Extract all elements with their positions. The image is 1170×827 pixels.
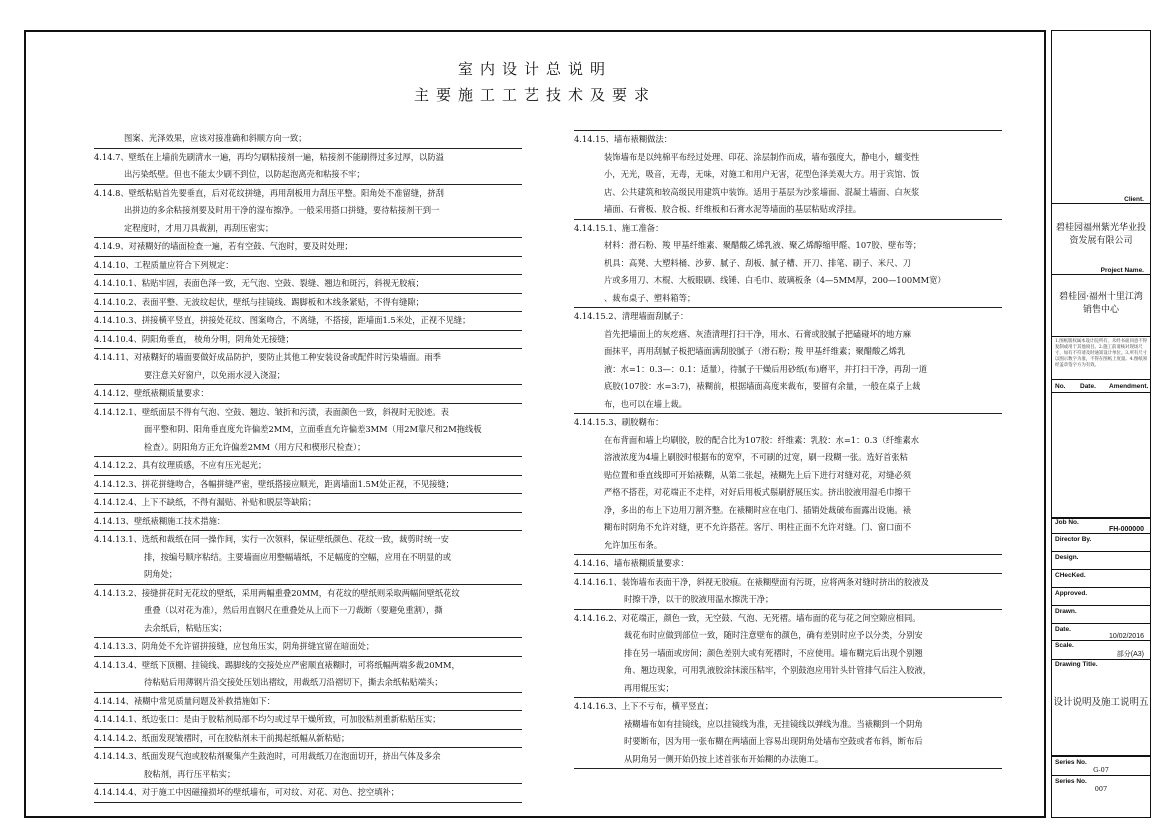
spec-line: 去余纸后，粘贴压实；: [144, 622, 227, 633]
series-section: [1052, 755, 1150, 794]
amendment-header: [1052, 379, 1150, 393]
spec-line: 4.14.12.4、上下不缺纸，不得有漏贴、补贴和脱层等缺陷；: [94, 493, 522, 512]
spec-line: 4.14.14.1、纸边张口：是由于胶粘剂局部不均匀或过早干燥所致，可加胶粘剂重新粘贴压实；: [94, 710, 522, 729]
spec-line: 机具：高凳、大塑料桶、沙萝、腻子、刮板、腻子槽、开刀、排笔、刷子、米尺、刀: [604, 257, 911, 268]
spec-line: 4.14.13.1、选纸和裁纸在同一操作间，实行一次领料，保证壁纸颜色、花纹一致，裁剪时统一安: [94, 530, 522, 549]
spec-line: 净，多出的布上下边用刀割齐整。在裱糊时应在电门、插销处裁破布面露出设施。裱: [604, 504, 911, 515]
spec-line: 4.14.11、对裱糊好的墙面要做好成品防护，要防止其他工种安装设备或配件时污染墙面。雨季: [94, 348, 522, 367]
client-label: Client.: [1124, 196, 1144, 203]
project-section: [1052, 267, 1150, 317]
spec-line: 裁花布时应做到部位一致，随时注意壁布的颜色，确有差别时应予以分类，分别安: [624, 630, 923, 640]
spec-line: 糊布时阴角不允许对缝，更不允许搭茬。客厅、明柱正面不允许对缝。门、窗口面不: [604, 522, 911, 532]
spec-line: 排，按编号顺序粘结。主要墙面应用整幅墙纸，不足幅度的空幅，应用在不明显的或: [144, 551, 451, 562]
spec-line: 4.14.12.1、壁纸面层不得有气泡、空鼓、翘边、皱折和污渍，表面颜色一致，斜视时无胶迹。表: [94, 403, 522, 422]
spec-line: 墙面、石膏板、胶合板、纤维板和石膏水泥等墙面的基层粘贴或浮挂。: [604, 204, 862, 214]
drawing-notes: 1.图纸版权属本设计院所有，未经书面同意不得复制或用于其他项目。2.施工前请核对现场尺寸，如有不符请及时通知设计单位。3.所有尺寸以图示数字为准，不得在图纸上度量。4.图纸须经盖章签字方为有效。: [1055, 339, 1148, 368]
spec-line: 4.14.16、墙布裱糊质量要求：: [574, 554, 1002, 573]
spec-line: 4.14.10.1、粘贴牢固，表面色泽一致，无气泡、空鼓、裂缝、翘边和斑污，斜视无胶痕；: [94, 274, 522, 293]
spec-line: 液：水=1：0.3—：0.1：适量），待腻子干燥后用砂纸(布)磨平，并打扫干净，再刮一道: [604, 363, 928, 374]
spec-line: 待粘贴后用薄钢片沿交接处压划出褶纹，用裁纸刀沿褶切下，撕去余纸粘贴端头；: [144, 677, 443, 687]
spec-line: 4.14.13、壁纸裱糊施工技术措施：: [94, 512, 522, 531]
approved-label: Approved.: [1055, 590, 1088, 597]
spec-line: 店、公共建筑和较高级民用建筑中装饰。适用于基层为沙浆墙面、混凝土墙面、白灰浆: [604, 186, 920, 197]
series-value: G-07: [1093, 766, 1109, 774]
job-number: FH-000000: [1108, 526, 1144, 533]
spec-line: 时要断布，因为用一张布糊在两墙面上容易出现阴角处墙布空鼓或者布斜，断布后: [624, 736, 923, 746]
spec-line: 贴位置和垂直线即可开始裱糊，从第二张起，裱糊先上后下进行对缝对花，对缝必须: [604, 469, 911, 480]
spec-line: 4.14.13.4、壁纸下顶棚、挂镜线、踢脚线的交接处应严密顺直裱糊时，可将纸幅两端多裁20MM，: [94, 656, 522, 675]
checked-label: CHecKed.: [1055, 572, 1086, 579]
spec-line: 出拼边的多余粘接剂要及时用干净的湿布擦净。一般采用搭口拼缝，要待粘接剂干到一: [124, 205, 440, 215]
amendment-label: Amendment.: [1109, 382, 1149, 390]
series-label-2: Series No.: [1055, 778, 1087, 785]
column-end-rule: [94, 802, 522, 804]
client-name: 碧桂园福州紫光华业投资发展有限公司: [1056, 223, 1147, 246]
spec-line: 4.14.15、墙布裱糊做法：: [574, 130, 1002, 149]
spec-line: 底胶(107胶：水=3:7)，裱糊前，根据墙面高度来裁布，要留有余量，一般在桌子上裁: [604, 381, 921, 391]
spec-line: 4.14.12、壁纸裱糊质量要求：: [94, 384, 522, 403]
spec-line: 、裁布桌子、塑料箱等；: [604, 292, 696, 303]
spec-line: 在布背面和墙上均刷胶，胶的配合比为107胶：纤维素：乳胶：水=1：0.3（纤维素水: [604, 434, 920, 445]
spec-line: 4.14.14.2、纸面发现皱褶时，可在胶粘剂未干前揭起纸幅从新粘贴；: [94, 729, 522, 748]
spec-line: 4.14.13.2、接缝拼花时无花纹的壁纸，采用两幅重叠20MM，有花纹的壁纸则采取两幅间壁纸花纹: [94, 584, 522, 603]
spec-line: 4.14.10、工程质量应符合下列规定：: [94, 256, 522, 275]
design-label: Design.: [1055, 554, 1079, 561]
spec-line: 面平整和阴、阳角垂直度允许偏差2MM，立面垂直允许偏差3MM（用2M靠尺和2M拖线板: [144, 424, 482, 434]
spec-line: 严格不搭茬，对花端正不走样，对好后用板式鬃刷舒展压实。挤出胶液用湿毛巾擦干: [604, 487, 911, 497]
drawing-title-label: Drawing Title.: [1055, 661, 1098, 668]
spec-line: 4.14.10.4、阴阳角垂直， 棱角分明，阴角处无接缝；: [94, 330, 522, 349]
spec-line: 首先把墙面上的灰疙瘩、灰渣清理打扫干净，用水、石膏或胶腻子把磕碰坏的地方麻: [604, 328, 911, 339]
spec-line: 溶液浓度为4墙上刷胶时根据布的宽窄，不可刷的过宽，刷一段糊一张。选好首张粘: [604, 452, 908, 462]
spec-line: 4.14.7、壁纸在上墙前先刷清水一遍，再均匀刷粘接剂一遍，粘接剂不能刷得过多过厚，以防溢: [94, 148, 522, 167]
date-value: 10/02/2016: [1108, 633, 1144, 640]
spec-line: 4.14.16.2、对花端正，颜色一致，无空鼓、气泡、无死褶。墙布面的花与花之间空隙应相同。: [574, 609, 1002, 628]
job-label: Job No.: [1055, 519, 1079, 526]
spec-line: 定程度时，才用刀具裁割，再刮压密实；: [124, 222, 274, 233]
spec-line: 4.14.15.1、施工准备：: [574, 219, 1002, 238]
right-column: [574, 130, 1002, 770]
spec-line: 4.14.8、壁纸粘贴首先要垂直，后对花纹拼缝，再用刮板用力刮压平整。阳角处不准留缝，挤刮: [94, 184, 522, 203]
series-label: Series No.: [1055, 759, 1087, 766]
spec-line: 允许加压布条。: [604, 539, 663, 550]
spec-line: 再用辊压实；: [624, 682, 674, 693]
spec-line: 片或多用刀、木棍、大板眼刷、线锤、白毛巾、玻璃板条（4—5MM厚，200—100MM宽）: [604, 275, 946, 285]
spec-line: 角、翘边现象，可用乳液胶涂抹滚压粘牢，个别鼓泡应用针头针管排气后注入胶液，: [624, 665, 931, 675]
spec-line: 检查）。阴阳角方正允许偏差2MM（用方尺和楔形尺检查）；: [144, 441, 366, 452]
spec-line: 材料：滑石粉、羧 甲基纤维素、聚醋酸乙烯乳液、聚乙烯醇缩甲醛、107胶、壁布等；: [604, 240, 922, 250]
spec-line: 4.14.10.2、表面平整、无波纹起伏，壁纸与挂镜线、踢脚板和木线条紧贴，不得有缝隙；: [94, 293, 522, 312]
notes-section: [1052, 336, 1150, 371]
spec-line: 4.14.15.3、刷胶糊布：: [574, 413, 1002, 432]
spec-line: 阴角处；: [144, 569, 178, 579]
date-col-label: Date.: [1080, 382, 1096, 390]
spec-line: 布，也可以在墙上裁。: [604, 398, 687, 409]
client-section: [1052, 196, 1150, 248]
title-block: [1051, 30, 1151, 818]
spec-line: 排在另一墙面或房间；颜色差别大或有死褶时，不应使用。墙布糊完后出现个别翘: [624, 647, 923, 658]
drawing-title: 设计说明及施工说明五: [1053, 697, 1149, 708]
spec-line: 4.14.12.3、拼花拼缝吻合，各幅拼缝严密，壁纸搭接应顺光，距离墙面1.5M处正视，不见接缝；: [94, 475, 522, 494]
spec-line: 4.14.13.3、阴角处不允许留拼接缝，应包角压实，阴角拼缝宜留在暗面处；: [94, 637, 522, 656]
spec-line: 4.14.16.3、上下不亏布，横平竖直；: [574, 697, 1002, 716]
spec-line: 装饰墙布是以纯棉平布经过处理、印花、涂层制作而成，墙布强度大，静电小，蠕变性: [604, 151, 920, 162]
spec-line: 4.14.14、裱糊中常见质量问题及补救措施如下：: [94, 692, 522, 711]
scale-label: Scale.: [1055, 642, 1074, 649]
spec-line: 4.14.15.2、清理墙面刮腻子：: [574, 307, 1002, 326]
title-line-2: 主要施工工艺技术及要求: [413, 86, 656, 104]
project-label: Project Name.: [1100, 267, 1144, 274]
no-label: No.: [1055, 382, 1066, 390]
project-name: 碧桂园·福州十里江湾销售中心: [1059, 292, 1143, 315]
series-value-2: 007: [1094, 785, 1108, 793]
spec-line: 4.14.14.4、对于施工中因磁撞损坏的壁纸墙布，可对纹、对花、对色、挖空填补；: [94, 783, 522, 802]
job-section: [1052, 517, 1150, 709]
spec-line: 面抹平，再用刮腻子板把墙面满刮胶腻子（滑石粉；羧 甲基纤维素；聚醋酸乙烯乳: [604, 346, 906, 356]
director-label: Director By.: [1055, 536, 1092, 543]
spec-line: 时擦干净，以干的胶液用温水擦洗干净；: [624, 594, 774, 604]
column-end-rule: [574, 768, 1002, 770]
spec-line: 出污染纸壁。但也不能太少刷不到位，以防起泡离壳和粘接不牢；: [124, 169, 365, 179]
document-title: [24, 56, 1046, 108]
spec-line: 从阴角另一侧开始仍按上述首张布开始糊的办法施工。: [624, 753, 824, 764]
spec-line: 裱糊墙布如有挂镜线，应以挂镜线为准，无挂镜线以弹线为准。当裱糊到一个阴角: [624, 718, 923, 729]
spec-line: 胶粘剂，再行压平粘实；: [144, 768, 236, 779]
spec-line: 4.14.10.3、拼接横平竖直，拼接处花纹、图案吻合，不离缝，不搭接，距墙面1.5米处，正视不见缝；: [94, 311, 522, 330]
left-column: [94, 130, 522, 804]
spec-line: 小，无光，吸音，无毒，无味，对施工和用户无害，花型色泽美观大方。用于宾馆、饭: [604, 169, 920, 179]
spec-line: 图案、光泽效果，应该对接准确和斜顺方向一致；: [124, 133, 307, 143]
date-label: Date.: [1055, 626, 1071, 633]
spec-line: 4.14.14.3、纸面发现气泡或胶粘剂聚集产生鼓泡时，可用裁纸刀在泡面切开，挤出气体及多余: [94, 747, 522, 766]
spec-line: 重叠（以对花为准），然后用直钢尺在重叠处从上而下一刀裁断（要避免重割），撕: [144, 605, 443, 615]
scale-value: 部分(A3): [1116, 651, 1144, 658]
title-line-1: 室内设计总说明: [457, 60, 612, 78]
spec-line: 要注意关好窗户，以免雨水浸入浇湿；: [144, 369, 286, 380]
spec-line: 4.14.16.1、装饰墙布表面干净，斜视无胶痕。在裱糊壁面有污斑，应将两条对缝时挤出的胶液及: [574, 573, 1002, 592]
spec-line: 4.14.9、对裱糊好的墙面检查一遍，若有空鼓、气泡时，要及时处理；: [94, 237, 522, 256]
spec-line: 4.14.12.2、具有纹理质感，不应有压光起光；: [94, 456, 522, 475]
drawn-label: Drawn.: [1055, 608, 1077, 615]
